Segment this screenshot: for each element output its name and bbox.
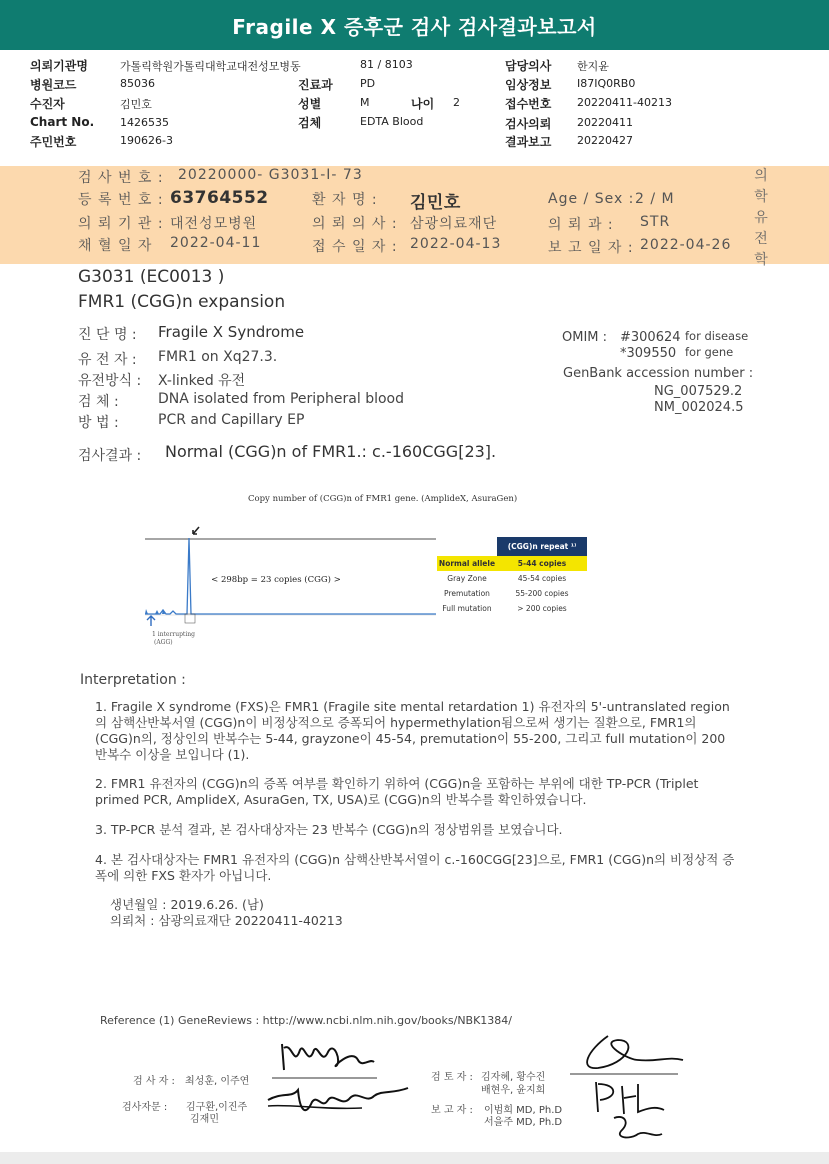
specimen-value: EDTA Blood: [360, 115, 424, 128]
vertical-char: 학: [754, 252, 768, 268]
test-name: FMR1 (CGG)n expansion: [78, 292, 286, 312]
reviewer-value-1: 김자혜, 황수진: [481, 1072, 546, 1083]
referrer: 의뢰처 : 삼광의료재단 20220411-40213: [110, 913, 343, 928]
resident-label: 주민번호: [30, 135, 77, 149]
vertical-char: 전: [754, 231, 768, 247]
spec-label: 검 체 :: [78, 394, 119, 410]
report-title: Fragile X 증후군 검사 검사결과보고서: [0, 0, 829, 50]
interpretation-p3: 3. TP-PCR 분석 결과, 본 검사대상자는 23 반복수 (CGG)n의 정상범위를 보였습니다.: [95, 822, 563, 837]
reg-label: 등 록 번 호 :: [78, 192, 164, 208]
peak-arrow-icon: [193, 527, 199, 534]
reviewer-label: 검 토 자 :: [431, 1072, 473, 1083]
inst-value: 대전성모병원: [170, 216, 258, 232]
interrupt-label-1: 1 interrupting: [152, 631, 195, 638]
row-name: Normal allele: [437, 556, 497, 571]
sex-value: M: [360, 96, 370, 109]
rep-value: 2022-04-26: [640, 237, 732, 253]
reporter-value-2: 서을주 MD, Ph.D: [484, 1117, 563, 1128]
tester-value: 최성훈, 이주연: [185, 1076, 250, 1087]
reqdoc-value: 삼광의료재단: [410, 216, 498, 232]
hospital-label: 의뢰기관명: [30, 59, 88, 73]
result-value: Normal (CGG)n of FMR1.: c.-160CGG[23].: [165, 442, 497, 461]
row-name: Gray Zone: [447, 574, 487, 583]
hospital-value: 가톨릭학원가톨릭대학교대전성모병동: [120, 60, 301, 73]
row-name: Premutation: [444, 589, 490, 598]
agesex-label: Age / Sex :: [548, 191, 635, 207]
electropherogram: [140, 526, 440, 656]
interpretation-title: Interpretation :: [80, 672, 186, 688]
supervisor-value-2: 김재민: [190, 1114, 219, 1125]
genbank-1: NG_007529.2: [654, 384, 743, 399]
receipt-value: 20220411-40213: [577, 96, 672, 109]
table-row: [437, 571, 587, 586]
repeat-table-header-row: [437, 537, 587, 556]
sex-label: 성별: [298, 97, 322, 111]
recv-value: 2022-04-13: [410, 236, 502, 252]
test-no-value: 20220000- G3031-I- 73: [178, 167, 363, 183]
row-value: 55-200 copies: [515, 589, 569, 598]
omim-1: #300624: [620, 330, 681, 345]
name-label: 환 자 명 :: [312, 192, 378, 208]
repeat-table: [437, 537, 587, 616]
spec-value: DNA isolated from Peripheral blood: [158, 391, 405, 407]
collect-label: 채 혈 일 자: [78, 238, 153, 254]
reporter-value-1: 이범희 MD, Ph.D: [484, 1105, 563, 1116]
dept-value: PD: [360, 77, 376, 90]
vertical-char: 학: [754, 189, 768, 205]
doctor-value: 한지윤: [577, 60, 609, 73]
repeat-table-header: (CGG)n repeat ¹⁾: [497, 537, 587, 556]
agesex-value: 2 / M: [635, 191, 675, 207]
row-value: 45-54 copies: [517, 574, 567, 583]
patient-label: 수진자: [30, 97, 65, 111]
table-row: [437, 601, 587, 616]
row-value: > 200 copies: [517, 604, 567, 613]
test-no-label: 검 사 번 호 :: [78, 170, 164, 186]
interpretation-p2: 2. FMR1 유전자의 (CGG)n의 증폭 여부를 확인하기 위하여 (CGG)n을 포함하는 부위에 대한 TP-PCR (Triplet primed PCR, AmplideX, AsuraGen, TX, USA)로 (CGG)n의 반복수를 확인하였습니다.: [95, 776, 699, 807]
dx-value: Fragile X Syndrome: [158, 323, 305, 341]
request-value: 20220411: [577, 116, 633, 129]
row-value: 5-44 copies: [497, 556, 587, 571]
specimen-label: 검체: [298, 116, 322, 130]
age-value: 2: [453, 96, 460, 109]
doctor-label: 담당의사: [505, 59, 552, 73]
omim-1-note: for disease: [685, 329, 749, 343]
reqdept-value: STR: [640, 214, 671, 230]
supervisor-label: 검사자문 :: [122, 1102, 168, 1113]
reviewer-value-2: 배현우, 윤지희: [481, 1085, 546, 1096]
reference: Reference (1) GeneReviews : http://www.ncbi.nlm.nih.gov/books/NBK1384/: [100, 1014, 513, 1027]
inst-label: 의 뢰 기 관 :: [78, 216, 164, 232]
vertical-dept-label: [751, 166, 771, 271]
test-code: G3031 (EC0013 ): [78, 267, 225, 287]
reg-value: 63764552: [170, 188, 269, 208]
omim-label: OMIM :: [562, 330, 608, 345]
reqdoc-label: 의 뢰 의 사 :: [312, 216, 398, 232]
request-label: 검사의뢰: [505, 117, 552, 131]
method-value: PCR and Capillary EP: [158, 412, 305, 428]
result-label: 검사결과 :: [78, 448, 142, 464]
inherit-label: 유전방식 :: [78, 373, 142, 389]
genbank-2: NM_002024.5: [654, 400, 744, 415]
ward-value: 81 / 8103: [360, 58, 413, 71]
chart-value: 1426535: [120, 116, 169, 129]
reqdept-label: 의 뢰 과 :: [548, 217, 614, 233]
omim-2: *309550: [620, 346, 677, 361]
chart-label: Chart No.: [30, 115, 95, 129]
signature-reviewer: [568, 1030, 688, 1080]
table-row: [437, 556, 587, 571]
row-name: Full mutation: [442, 604, 492, 613]
omim-2-note: for gene: [685, 345, 734, 359]
rep-label: 보 고 일 자 :: [548, 240, 634, 256]
collect-value: 2022-04-11: [170, 235, 262, 251]
method-label: 방 법 :: [78, 415, 119, 431]
supervisor-value-1: 김구환,이진주: [186, 1102, 248, 1113]
interrupt-label-2: (AGG): [154, 639, 173, 646]
code-value: 85036: [120, 77, 155, 90]
dept-label: 진료과: [298, 78, 333, 92]
genbank-label: GenBank accession number :: [563, 366, 754, 381]
age-label: 나이: [411, 97, 435, 111]
dob: 생년월일 : 2019.6.26. (남): [110, 897, 264, 912]
recv-label: 접 수 일 자 :: [312, 239, 398, 255]
interpretation-p1: 1. Fragile X syndrome (FXS)은 FMR1 (Fragile site mental retardation 1) 유전자의 5'-untranslated region의 삼핵산반복서열 (CGG)n이 비정상적으로 증폭되어 hypermethylation됨으로써 생기는 질환으로, FMR1의 (CGG)n의, 정상인의 반복수는 5-44, grayzone이 45-54, premutation이 55-200, 그리고 full mutation이 200 반복수 이상을 보입니다 (1).: [95, 699, 730, 762]
signature-tester: [262, 1038, 382, 1082]
dx-label: 진 단 명 :: [78, 327, 137, 343]
clinical-value: I87IQ0RB0: [577, 77, 636, 90]
figure-caption: Copy number of (CGG)n of FMR1 gene. (AmplideX, AsuraGen): [248, 494, 518, 504]
signature-reporter: [574, 1078, 684, 1148]
resident-value: 190626-3: [120, 134, 173, 147]
report-date-value: 20220427: [577, 134, 633, 147]
peak-label: < 298bp = 23 copies (CGG) >: [211, 575, 341, 585]
patient-value: 김민호: [120, 98, 152, 111]
page-bottom-edge: [0, 1152, 829, 1164]
clinical-label: 임상정보: [505, 78, 552, 92]
gene-label: 유 전 자 :: [78, 352, 137, 368]
name-value: 김민호: [410, 193, 461, 213]
code-label: 병원코드: [30, 78, 77, 92]
vertical-char: 유: [754, 210, 768, 226]
inherit-value: X-linked 유전: [158, 373, 246, 389]
vertical-char: 의: [754, 168, 768, 184]
table-row: [437, 586, 587, 601]
receipt-label: 접수번호: [505, 97, 552, 111]
reporter-label: 보 고 자 :: [431, 1105, 473, 1116]
report-date-label: 결과보고: [505, 135, 552, 149]
tester-label: 검 사 자 :: [133, 1076, 175, 1087]
signature-supervisor: [262, 1082, 412, 1122]
interpretation-p4: 4. 본 검사대상자는 FMR1 유전자의 (CGG)n 삼핵산반복서열이 c.-160CGG[23]으로, FMR1 (CGG)n의 비정상적 증폭에 의한 FXS 환자가 아닙니다.: [95, 852, 735, 883]
gene-value: FMR1 on Xq27.3.: [158, 349, 278, 365]
